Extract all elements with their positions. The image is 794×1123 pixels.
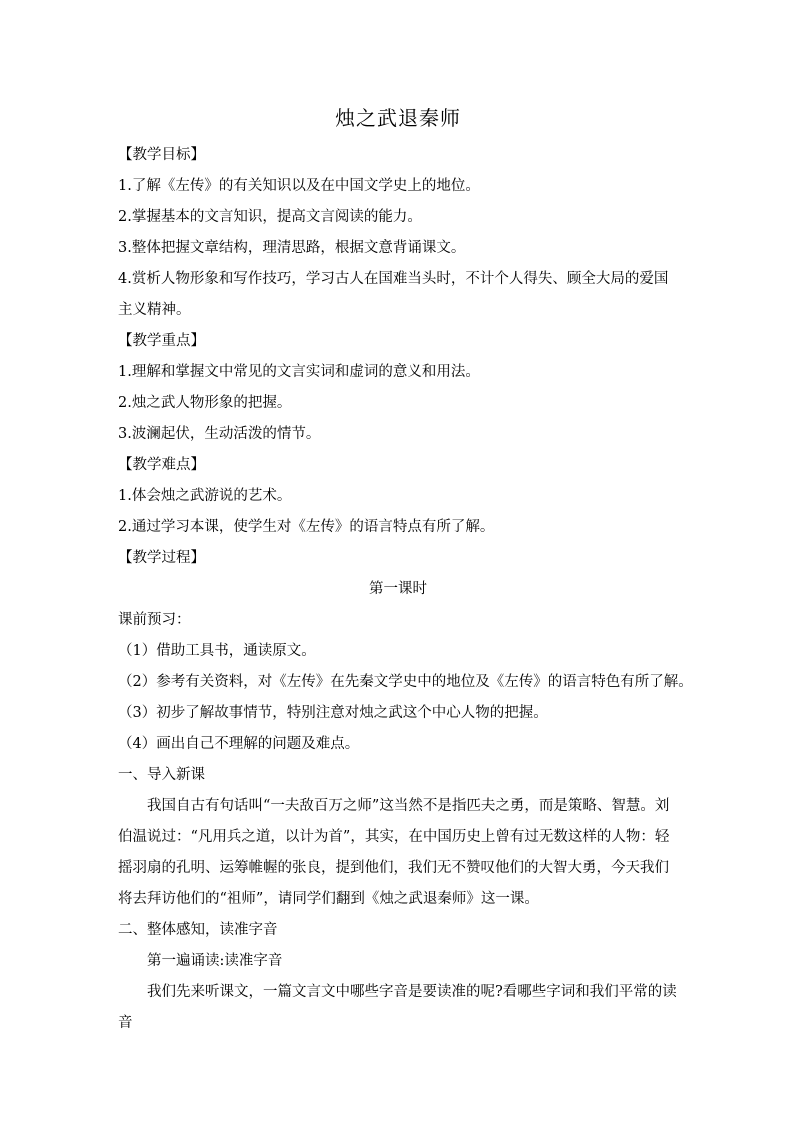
section-heading-objectives: 【教学目标】 (118, 147, 205, 163)
objective-item: 1.了解《左传》的有关知识以及在中国文学史上的地位。 (118, 178, 480, 194)
preview-item: （4）画出自己不理解的问题及难点。 (118, 736, 360, 752)
key-point-item: 3.波澜起伏，生动活泼的情节。 (118, 426, 321, 442)
part-heading-overall-perception: 二、整体感知，读准字音 (118, 922, 278, 938)
reading-paragraph: 我们先来听课文，一篇文言文中哪些字音是要读准的呢?看哪些字词和我们平常的读音 (118, 984, 677, 1031)
lesson-label: 第一课时 (369, 581, 427, 597)
document-page (118, 96, 693, 1039)
section-heading-process: 【教学过程】 (118, 550, 205, 566)
difficulty-item: 2.通过学习本课，使学生对《左传》的语言特点有所了解。 (118, 519, 495, 535)
objective-item: 3.整体把握文章结构，理清思路，根据文意背诵课文。 (118, 240, 466, 256)
section-heading-difficulties: 【教学难点】 (118, 457, 205, 473)
part-heading-introduction: 一、导入新课 (118, 767, 205, 783)
preview-item: （2）参考有关资料，对《左传》在先秦文学史中的地位及《左传》的语言特色有所了解。 (118, 674, 693, 690)
key-point-item: 1.理解和掌握文中常见的文言实词和虚词的意义和用法。 (118, 364, 480, 380)
reading-subheading: 第一遍诵读:读准字音 (147, 953, 283, 969)
objective-item: 2.掌握基本的文言知识，提高文言阅读的能力。 (118, 209, 422, 225)
preview-item: （1）借助工具书，通读原文。 (118, 643, 316, 659)
objective-item: 4.赏析人物形象和写作技巧，学习古人在国难当头时，不计个人得失、顾全大局的爱国主义精神。 (118, 271, 669, 318)
preview-item: （3）初步了解故事情节，特别注意对烛之武这个中心人物的把握。 (118, 705, 548, 721)
introduction-paragraph: 我国自古有句话叫“一夫敌百万之师”这当然不是指匹夫之勇，而是策略、智慧。刘伯温说过：“凡用兵之道，以计为首”，其实，在中国历史上曾有过无数这样的人物：轻摇羽扇的孔明、运筹帷幄的张良，提到他们，我们无不赞叹他们的大智大勇，今天我们将去拜访他们的“祖师”，请同学们翻到《烛之武退秦师》这一课。 (118, 798, 670, 907)
section-heading-key-points: 【教学重点】 (118, 333, 205, 349)
preview-label: 课前预习： (118, 612, 191, 628)
page-title: 烛之武退秦师 (335, 106, 461, 130)
key-point-item: 2.烛之武人物形象的把握。 (118, 395, 292, 411)
difficulty-item: 1.体会烛之武游说的艺术。 (118, 488, 292, 504)
